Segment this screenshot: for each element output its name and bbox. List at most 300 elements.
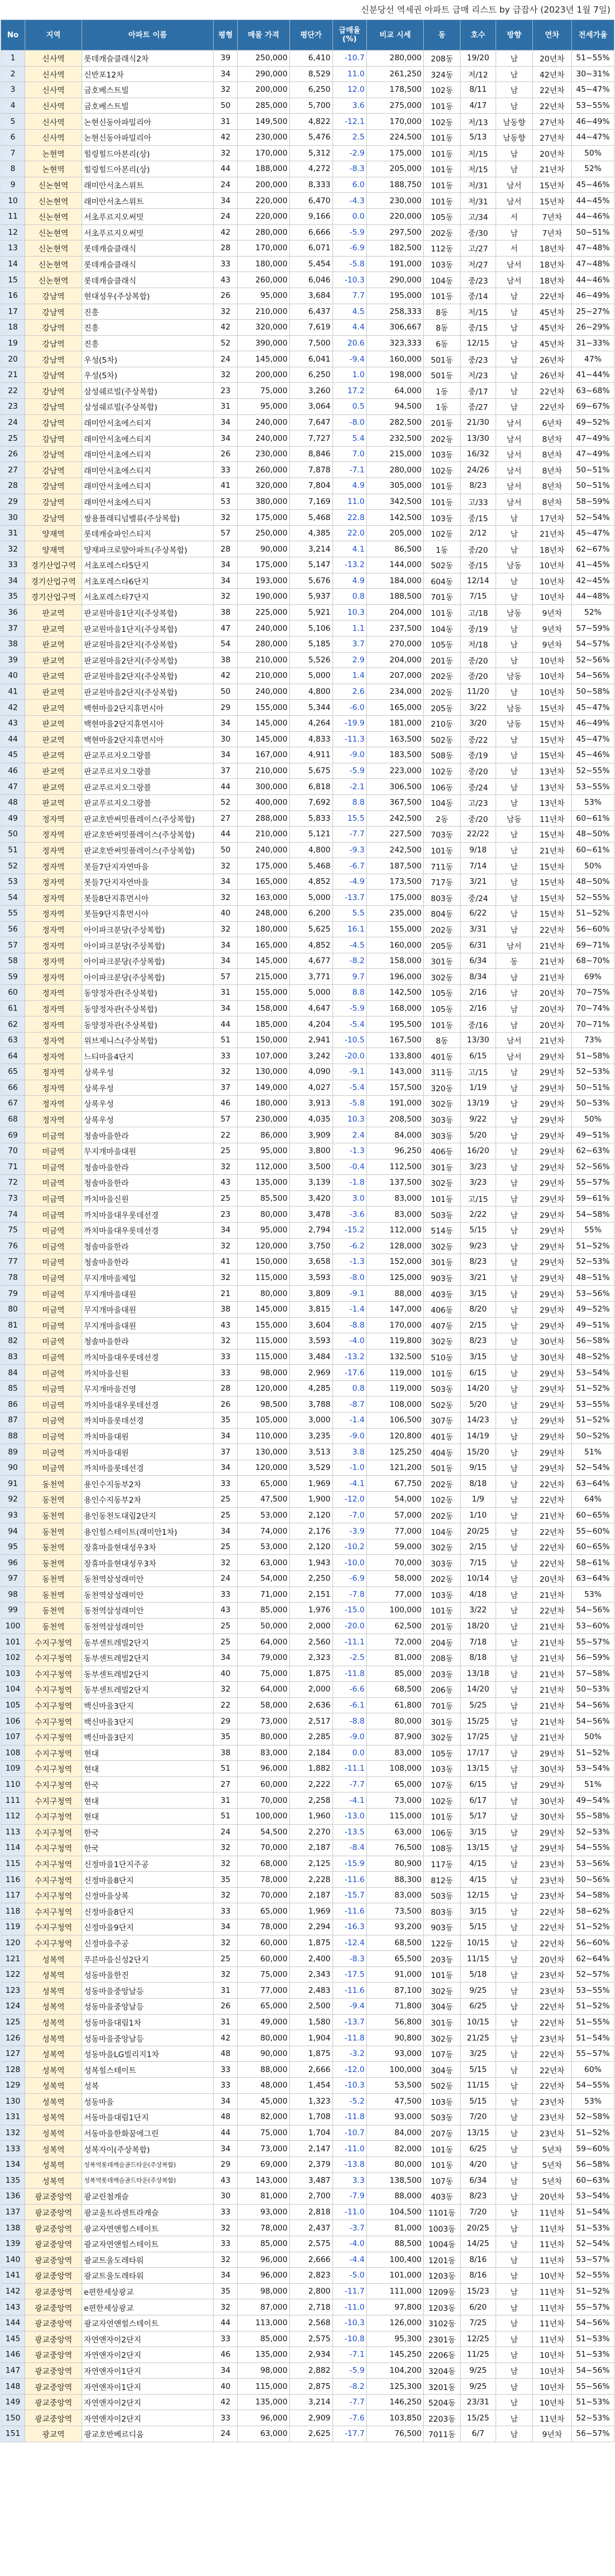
cell-building: 8동 [424, 320, 461, 336]
cell-apartment: 힐링힐드아본리(상) [82, 145, 214, 161]
cell-size: 32 [214, 1270, 238, 1286]
cell-region: 성복역 [25, 1951, 82, 1967]
cell-no: 95 [1, 1539, 25, 1555]
cell-discount-rate: -4.4 [332, 2252, 367, 2268]
cell-discount-rate: -5.4 [332, 1080, 367, 1096]
cell-building: 717동 [424, 874, 461, 890]
cell-size: 35 [214, 1872, 238, 1888]
cell-no: 22 [1, 383, 25, 399]
cell-direction: 남 [496, 906, 532, 922]
cell-age: 29년차 [532, 1286, 571, 1302]
table-row [1, 114, 614, 130]
cell-apartment: 용인동천도대림2단지 [82, 1507, 214, 1523]
cell-floor: 중/24 [461, 779, 496, 795]
cell-compare-price: 155,000 [367, 921, 424, 937]
cell-price: 280,000 [238, 636, 289, 652]
cell-floor: 6/22 [461, 906, 496, 922]
cell-apartment: 신정마을주공 [82, 1935, 214, 1951]
cell-apartment: 삼성쉐르빌(주상복합) [82, 399, 214, 415]
cell-compare-price: 323,333 [367, 335, 424, 351]
cell-apartment: 동천역삼성래미안 [82, 1586, 214, 1603]
cell-region: 신사역 [25, 66, 82, 82]
cell-direction: 남 [496, 2046, 532, 2062]
cell-size: 29 [214, 2156, 238, 2172]
cell-compare-price: 68,500 [367, 1935, 424, 1951]
cell-no: 115 [1, 1856, 25, 1872]
table-row [1, 66, 614, 82]
cell-jeonse-ratio: 50~53% [572, 1682, 614, 1698]
cell-compare-price: 224,500 [367, 129, 424, 145]
cell-size: 57 [214, 969, 238, 985]
cell-region: 신사역 [25, 82, 82, 98]
cell-price: 149,000 [238, 1080, 289, 1096]
cell-floor: 8/16 [461, 2268, 496, 2284]
cell-no: 114 [1, 1840, 25, 1856]
cell-price: 115,000 [238, 1333, 289, 1349]
cell-jeonse-ratio: 52~53% [572, 1064, 614, 1080]
cell-size: 24 [214, 1824, 238, 1840]
cell-size: 32 [214, 2252, 238, 2268]
cell-no: 75 [1, 1222, 25, 1238]
cell-price: 63,000 [238, 1555, 289, 1571]
cell-apartment: 자연앤자이2단지 [82, 2410, 214, 2426]
cell-no: 123 [1, 1983, 25, 1999]
cell-size: 43 [214, 1175, 238, 1191]
cell-no: 74 [1, 1206, 25, 1223]
cell-direction: 남 [496, 1966, 532, 1983]
cell-building: 106동 [424, 1824, 461, 1840]
cell-apartment: 한국 [82, 1776, 214, 1793]
cell-jeonse-ratio: 53~55% [572, 98, 614, 114]
cell-discount-rate: 4.4 [332, 320, 367, 336]
cell-floor: 8/23 [461, 1333, 496, 1349]
cell-apartment: 판교원마을2단지(주상복합) [82, 652, 214, 668]
cell-size: 32 [214, 858, 238, 874]
table-row [1, 2078, 614, 2094]
cell-unit-price: 3,815 [289, 1301, 332, 1317]
cell-jeonse-ratio: 31~33% [572, 335, 614, 351]
cell-compare-price: 133,800 [367, 1048, 424, 1064]
cell-jeonse-ratio: 47~49% [572, 446, 614, 462]
cell-region: 성복역 [25, 2030, 82, 2046]
cell-apartment: 까치마을롯데선경 [82, 1460, 214, 1476]
cell-no: 11 [1, 208, 25, 224]
cell-unit-price: 3,420 [289, 1190, 332, 1206]
cell-apartment: 아이파크분당(주상복합) [82, 953, 214, 969]
cell-age: 11년차 [532, 2204, 571, 2220]
cell-discount-rate: -0.4 [332, 1159, 367, 1175]
table-row [1, 1270, 614, 1286]
table-row [1, 1571, 614, 1587]
cell-no: 3 [1, 82, 25, 98]
cell-building: 401동 [424, 1428, 461, 1444]
cell-discount-rate: -8.4 [332, 1840, 367, 1856]
col-header-unit-price: 평단가 [289, 20, 332, 51]
cell-price: 75,000 [238, 2125, 289, 2141]
cell-building: 3102동 [424, 2315, 461, 2331]
cell-price: 115,000 [238, 1270, 289, 1286]
cell-direction: 남 [496, 1539, 532, 1555]
cell-apartment: 판교푸르지오그랑블 [82, 794, 214, 810]
cell-jeonse-ratio: 47~48% [572, 240, 614, 257]
cell-size: 21 [214, 1286, 238, 1302]
cell-discount-rate: 0.0 [332, 208, 367, 224]
cell-price: 70,000 [238, 1840, 289, 1856]
cell-region: 정자역 [25, 1017, 82, 1033]
cell-unit-price: 4,822 [289, 114, 332, 130]
cell-price: 240,000 [238, 430, 289, 447]
cell-building: 514동 [424, 1222, 461, 1238]
cell-apartment: 우성(5차) [82, 351, 214, 367]
cell-no: 148 [1, 2379, 25, 2395]
cell-region: 강남역 [25, 510, 82, 526]
cell-unit-price: 2,517 [289, 1713, 332, 1729]
cell-compare-price: 126,000 [367, 2315, 424, 2331]
cell-unit-price: 3,809 [289, 1286, 332, 1302]
cell-unit-price: 2,285 [289, 1729, 332, 1745]
cell-discount-rate: -1.4 [332, 1413, 367, 1429]
cell-size: 44 [214, 779, 238, 795]
cell-direction: 남 [496, 1476, 532, 1492]
cell-apartment: 동천역삼성래미안 [82, 1571, 214, 1587]
cell-size: 25 [214, 1507, 238, 1523]
table-row [1, 890, 614, 906]
cell-floor: 고/27 [461, 240, 496, 257]
table-row [1, 1983, 614, 1999]
cell-direction: 남 [496, 1999, 532, 2015]
cell-compare-price: 146,250 [367, 2394, 424, 2410]
cell-direction: 남 [496, 2347, 532, 2363]
cell-region: 수지구청역 [25, 1840, 82, 1856]
cell-floor: 11/20 [461, 684, 496, 700]
cell-compare-price: 306,667 [367, 320, 424, 336]
cell-jeonse-ratio: 51~52% [572, 1238, 614, 1254]
cell-no: 71 [1, 1159, 25, 1175]
cell-apartment: 푸른마을신성2단지 [82, 1951, 214, 1967]
cell-size: 26 [214, 288, 238, 304]
cell-apartment: 청솔마을한라 [82, 1159, 214, 1175]
cell-unit-price: 3,788 [289, 1396, 332, 1413]
cell-age: 21년차 [532, 937, 571, 953]
cell-apartment: 래미안서초에스티지 [82, 446, 214, 462]
cell-jeonse-ratio: 59~61% [572, 1190, 614, 1206]
table-row [1, 636, 614, 652]
cell-unit-price: 4,385 [289, 525, 332, 541]
cell-apartment: 자연앤자이2단지 [82, 2331, 214, 2347]
cell-direction: 남 [496, 2078, 532, 2094]
cell-direction: 남 [496, 1301, 532, 1317]
cell-floor: 저/31 [461, 177, 496, 193]
cell-age: 8년차 [532, 430, 571, 447]
cell-age: 9년차 [532, 636, 571, 652]
cell-building: 105동 [424, 208, 461, 224]
cell-unit-price: 5,454 [289, 256, 332, 272]
cell-region: 정자역 [25, 890, 82, 906]
cell-direction: 남 [496, 2014, 532, 2030]
cell-direction: 남 [496, 1872, 532, 1888]
cell-unit-price: 1,454 [289, 2078, 332, 2094]
cell-direction: 남 [496, 2362, 532, 2379]
table-row [1, 2125, 614, 2141]
cell-region: 정자역 [25, 1096, 82, 1112]
cell-apartment: 래미안서초에스티지 [82, 478, 214, 494]
cell-no: 66 [1, 1080, 25, 1096]
table-row [1, 2220, 614, 2236]
cell-jeonse-ratio: 44~46% [572, 272, 614, 288]
cell-compare-price: 120,800 [367, 1428, 424, 1444]
cell-apartment: 신정마을1단지주공 [82, 1856, 214, 1872]
cell-jeonse-ratio: 53% [572, 2093, 614, 2109]
cell-age: 30년차 [532, 1808, 571, 1824]
cell-unit-price: 1,875 [289, 2046, 332, 2062]
cell-no: 141 [1, 2268, 25, 2284]
cell-discount-rate: -19.9 [332, 715, 367, 731]
cell-compare-price: 181,000 [367, 715, 424, 731]
cell-no: 59 [1, 969, 25, 985]
cell-price: 98,500 [238, 1396, 289, 1413]
cell-apartment: 상록우성 [82, 1111, 214, 1127]
cell-building: 502동 [424, 557, 461, 573]
cell-price: 210,000 [238, 304, 289, 320]
cell-building: 301동 [424, 1159, 461, 1175]
cell-floor: 6/34 [461, 2172, 496, 2189]
cell-compare-price: 170,000 [367, 114, 424, 130]
cell-size: 31 [214, 2014, 238, 2030]
cell-price: 60,000 [238, 1935, 289, 1951]
cell-floor: 저/15 [461, 161, 496, 177]
cell-direction: 남 [496, 636, 532, 652]
cell-size: 33 [214, 2410, 238, 2426]
cell-jeonse-ratio: 69~67% [572, 399, 614, 415]
cell-jeonse-ratio: 57~59% [572, 620, 614, 637]
cell-price: 88,000 [238, 2062, 289, 2078]
cell-size: 43 [214, 1317, 238, 1333]
cell-jeonse-ratio: 52~56% [572, 652, 614, 668]
cell-size: 34 [214, 414, 238, 430]
cell-size: 22 [214, 1697, 238, 1713]
cell-apartment: 우성(5차) [82, 367, 214, 383]
table-row [1, 1555, 614, 1571]
cell-jeonse-ratio: 51~53% [572, 2394, 614, 2410]
cell-compare-price: 184,000 [367, 573, 424, 589]
cell-discount-rate: -2.5 [332, 1650, 367, 1666]
cell-floor: 18/20 [461, 1618, 496, 1634]
cell-age: 22년차 [532, 1603, 571, 1619]
cell-size: 24 [214, 208, 238, 224]
cell-jeonse-ratio: 60~65% [572, 1507, 614, 1523]
cell-unit-price: 3,750 [289, 1238, 332, 1254]
cell-price: 193,000 [238, 573, 289, 589]
cell-discount-rate: -9.4 [332, 1999, 367, 2015]
cell-direction: 남 [496, 1776, 532, 1793]
cell-no: 80 [1, 1301, 25, 1317]
cell-direction: 남 [496, 1413, 532, 1429]
cell-compare-price: 100,000 [367, 2062, 424, 2078]
cell-unit-price: 6,046 [289, 272, 332, 288]
cell-price: 64,000 [238, 1634, 289, 1650]
cell-unit-price: 3,771 [289, 969, 332, 985]
cell-direction: 남 [496, 858, 532, 874]
table-row [1, 573, 614, 589]
cell-region: 정자역 [25, 1048, 82, 1064]
cell-unit-price: 5,676 [289, 573, 332, 589]
cell-region: 수지구청역 [25, 1745, 82, 1761]
cell-apartment: 판교원마을2단지(주상복합) [82, 636, 214, 652]
cell-region: 정자역 [25, 842, 82, 858]
cell-discount-rate: -7.0 [332, 1507, 367, 1523]
cell-apartment: 롯데캐슬파인스티지 [82, 525, 214, 541]
cell-apartment: 무지개마을대원 [82, 1317, 214, 1333]
cell-region: 수지구청역 [25, 1824, 82, 1840]
cell-price: 240,000 [238, 684, 289, 700]
cell-apartment: 상록우성 [82, 1064, 214, 1080]
cell-floor: 3/15 [461, 1286, 496, 1302]
table-row [1, 1761, 614, 1777]
cell-region: 성복역 [25, 2156, 82, 2172]
cell-compare-price: 195,000 [367, 288, 424, 304]
cell-jeonse-ratio: 49~51% [572, 1127, 614, 1143]
table-row [1, 1492, 614, 1508]
cell-direction: 남서 [496, 462, 532, 478]
table-row [1, 1476, 614, 1492]
cell-apartment: 백현마을2단지휴먼시아 [82, 715, 214, 731]
cell-jeonse-ratio: 47~48% [572, 256, 614, 272]
cell-direction: 남 [496, 779, 532, 795]
cell-age: 22년차 [532, 82, 571, 98]
cell-building: 101동 [424, 288, 461, 304]
cell-region: 신논현역 [25, 240, 82, 257]
cell-compare-price: 71,800 [367, 1999, 424, 2015]
cell-size: 34 [214, 1650, 238, 1666]
cell-size: 35 [214, 2283, 238, 2299]
cell-jeonse-ratio: 50~51% [572, 462, 614, 478]
cell-price: 81,000 [238, 2189, 289, 2205]
cell-unit-price: 3,604 [289, 1317, 332, 1333]
cell-building: 101동 [424, 145, 461, 161]
cell-compare-price: 290,000 [367, 272, 424, 288]
cell-size: 43 [214, 1603, 238, 1619]
cell-jeonse-ratio: 68~70% [572, 953, 614, 969]
table-row [1, 684, 614, 700]
cell-no: 41 [1, 684, 25, 700]
cell-apartment: 동부센트레빌2단지 [82, 1682, 214, 1698]
cell-discount-rate: 17.2 [332, 383, 367, 399]
cell-compare-price: 167,500 [367, 1032, 424, 1048]
cell-building: 324동 [424, 66, 461, 82]
table-row [1, 1444, 614, 1460]
cell-discount-rate: 22.0 [332, 525, 367, 541]
cell-floor: 2/16 [461, 1000, 496, 1017]
cell-direction: 남 [496, 2315, 532, 2331]
cell-no: 124 [1, 1999, 25, 2015]
cell-floor: 중/20 [461, 810, 496, 827]
cell-floor: 8/16 [461, 2252, 496, 2268]
cell-floor: 저/31 [461, 193, 496, 209]
cell-apartment: 동천역삼성래미안 [82, 1618, 214, 1634]
cell-age: 11년차 [532, 2283, 571, 2299]
cell-unit-price: 1,704 [289, 2125, 332, 2141]
cell-size: 54 [214, 636, 238, 652]
cell-apartment: 현대성우(주상복합) [82, 288, 214, 304]
cell-no: 101 [1, 1634, 25, 1650]
cell-no: 40 [1, 668, 25, 684]
cell-direction: 남 [496, 224, 532, 240]
cell-building: 201동 [424, 1618, 461, 1634]
cell-direction: 남서 [496, 430, 532, 447]
cell-jeonse-ratio: 51~52% [572, 1413, 614, 1429]
cell-unit-price: 3,487 [289, 2172, 332, 2189]
cell-discount-rate: -2.9 [332, 145, 367, 161]
cell-floor: 14/20 [461, 1682, 496, 1698]
cell-size: 32 [214, 1238, 238, 1254]
cell-jeonse-ratio: 45~46% [572, 177, 614, 193]
cell-no: 125 [1, 2014, 25, 2030]
cell-region: 수지구청역 [25, 1634, 82, 1650]
cell-discount-rate: -5.4 [332, 1017, 367, 1033]
cell-region: 강남역 [25, 399, 82, 415]
cell-age: 29년차 [532, 1840, 571, 1856]
cell-building: 202동 [424, 1476, 461, 1492]
cell-unit-price: 3,242 [289, 1048, 332, 1064]
cell-discount-rate: 9.7 [332, 969, 367, 985]
cell-age: 29년차 [532, 1143, 571, 1159]
cell-unit-price: 2,575 [289, 2331, 332, 2347]
cell-direction: 남 [496, 589, 532, 605]
cell-direction: 남 [496, 335, 532, 351]
cell-direction: 남 [496, 1555, 532, 1571]
cell-price: 85,000 [238, 1603, 289, 1619]
cell-jeonse-ratio: 46~49% [572, 715, 614, 731]
cell-region: 양재역 [25, 525, 82, 541]
cell-building: 105동 [424, 636, 461, 652]
cell-size: 44 [214, 161, 238, 177]
cell-direction: 남 [496, 1096, 532, 1112]
cell-size: 32 [214, 304, 238, 320]
cell-price: 290,000 [238, 66, 289, 82]
cell-floor: 5/15 [461, 1222, 496, 1238]
cell-building: 301동 [424, 953, 461, 969]
cell-unit-price: 1,875 [289, 1935, 332, 1951]
cell-compare-price: 70,000 [367, 1555, 424, 1571]
cell-floor: 중/23 [461, 272, 496, 288]
cell-direction: 남 [496, 1840, 532, 1856]
table-row [1, 2252, 614, 2268]
cell-discount-rate: -11.8 [332, 1666, 367, 1682]
table-row [1, 1017, 614, 1033]
cell-price: 165,000 [238, 874, 289, 890]
cell-jeonse-ratio: 51~53% [572, 2331, 614, 2347]
cell-age: 21년차 [532, 1507, 571, 1523]
cell-unit-price: 2,666 [289, 2062, 332, 2078]
table-row [1, 2109, 614, 2125]
cell-direction: 남 [496, 2093, 532, 2109]
cell-floor: 8/34 [461, 969, 496, 985]
cell-compare-price: 195,500 [367, 1017, 424, 1033]
cell-price: 69,000 [238, 2156, 289, 2172]
cell-compare-price: 80,900 [367, 1856, 424, 1872]
cell-building: 2동 [424, 810, 461, 827]
cell-direction: 남 [496, 874, 532, 890]
cell-age: 22년차 [532, 1999, 571, 2015]
table-row [1, 2156, 614, 2172]
table-row [1, 2236, 614, 2252]
cell-age: 10년차 [532, 2347, 571, 2363]
cell-jeonse-ratio: 51~58% [572, 1048, 614, 1064]
cell-unit-price: 1,900 [289, 1492, 332, 1508]
cell-no: 1 [1, 51, 25, 67]
cell-region: 정자역 [25, 1032, 82, 1048]
cell-apartment: 판교원마을1단지(주상복합) [82, 620, 214, 637]
